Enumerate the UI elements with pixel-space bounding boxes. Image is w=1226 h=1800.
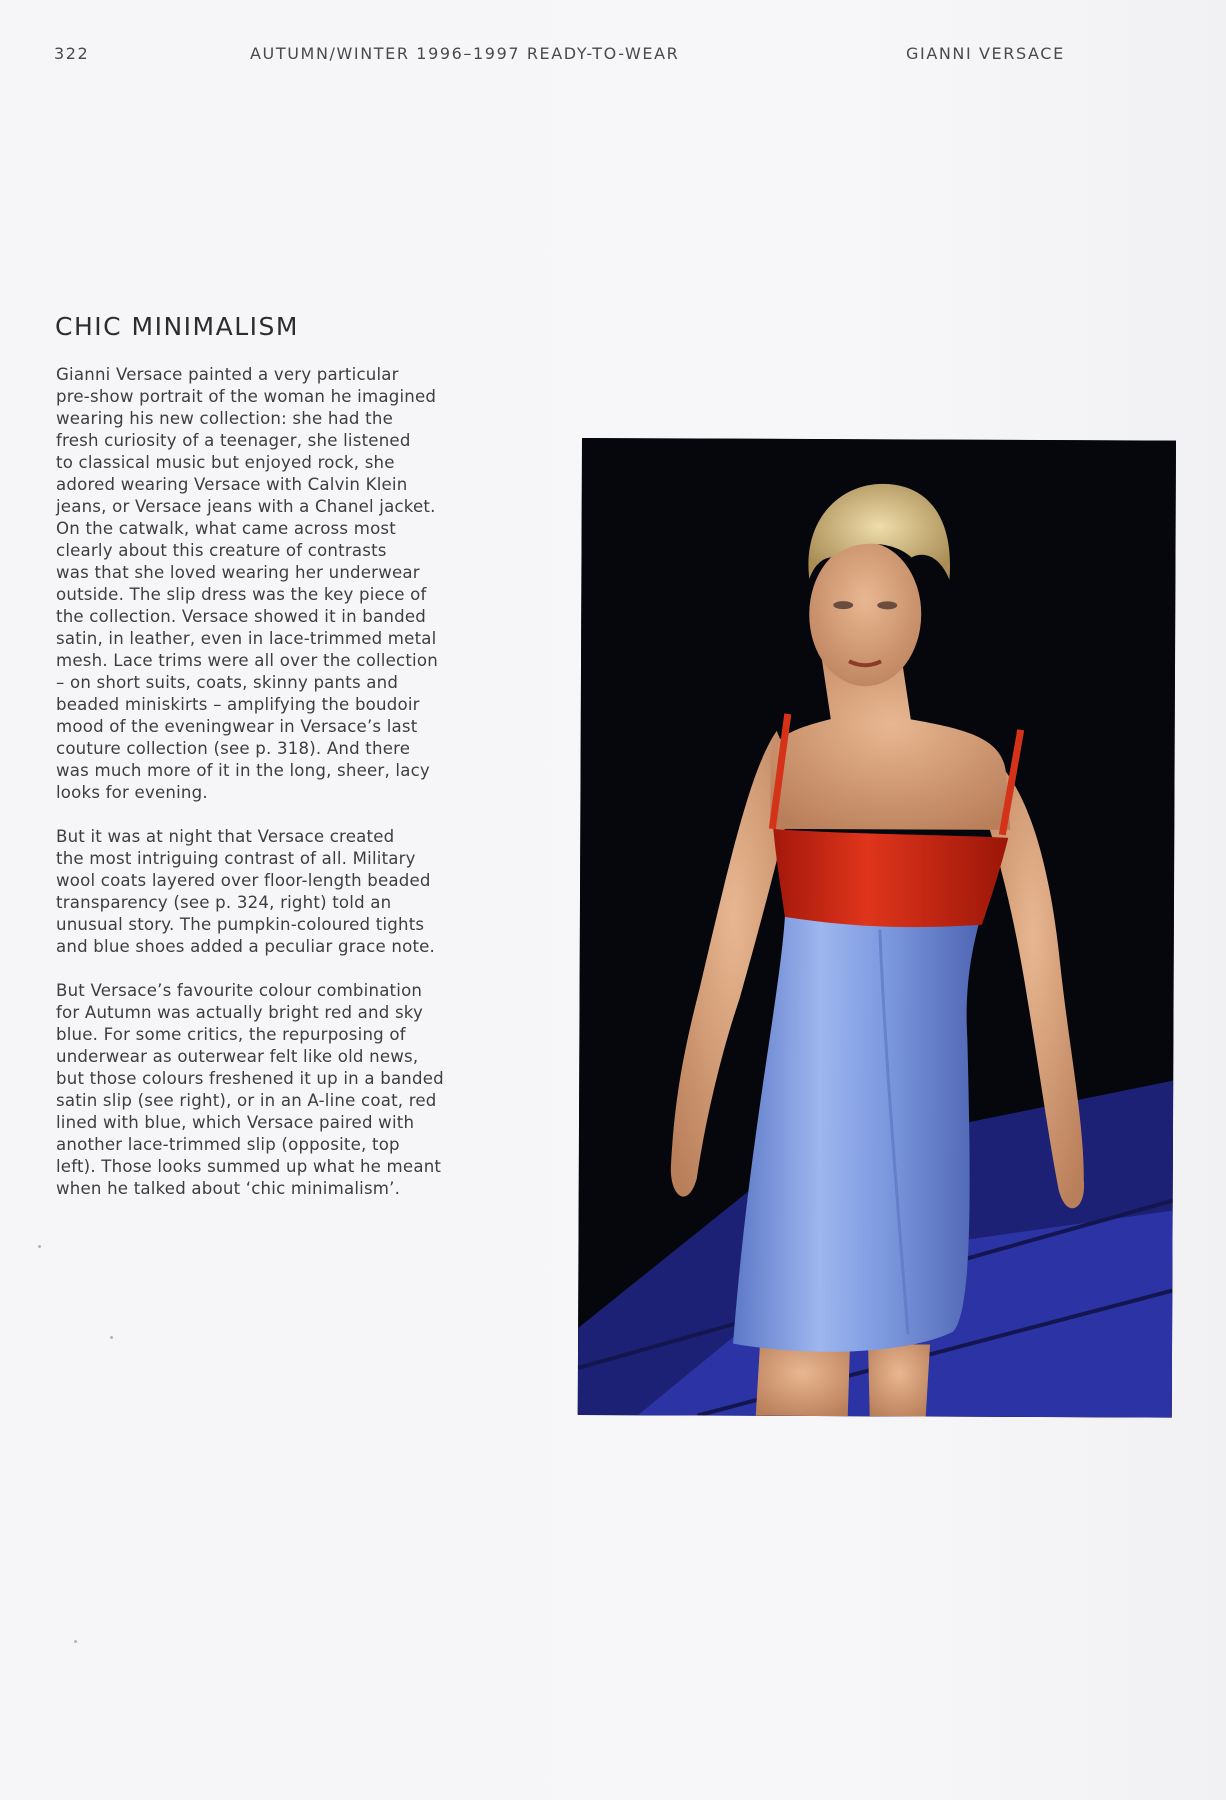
article-line: transparency (see p. 324, right) told an — [56, 893, 392, 912]
article-heading: CHIC MINIMALISM — [55, 312, 299, 341]
running-section-title: AUTUMN/WINTER 1996–1997 READY-TO-WEAR — [250, 44, 680, 63]
article-line: satin slip (see right), or in an A-line coat, red — [56, 1091, 437, 1110]
article-line: pre-show portrait of the woman he imagined — [56, 387, 437, 406]
article-line: On the catwalk, what came across most — [56, 519, 396, 538]
paper-speck — [74, 1640, 77, 1643]
article-line: when he talked about ‘chic minimalism’. — [56, 1179, 401, 1198]
article-paragraph — [56, 364, 461, 804]
article-line: and blue shoes added a peculiar grace note. — [56, 937, 436, 956]
article-body — [56, 364, 461, 1200]
runway-photo — [578, 438, 1176, 1418]
article-line: another lace-trimmed slip (opposite, top — [56, 1135, 400, 1154]
article-line: But it was at night that Versace created — [56, 827, 395, 846]
article-line: was much more of it in the long, sheer, lacy — [56, 761, 430, 780]
article-paragraph — [56, 826, 461, 958]
article-line: to classical music but enjoyed rock, she — [56, 453, 395, 472]
article-line: was that she loved wearing her underwear — [56, 563, 420, 582]
article-line: but those colours freshened it up in a banded — [56, 1069, 444, 1088]
runway-photo-illustration — [578, 438, 1176, 1418]
article-paragraph — [56, 980, 461, 1200]
article-line: beaded miniskirts – amplifying the boudoir — [56, 695, 420, 714]
article-line: – on short suits, coats, skinny pants and — [56, 673, 399, 692]
article-line: wearing his new collection: she had the — [56, 409, 393, 428]
article-line: underwear as outerwear felt like old news, — [56, 1047, 419, 1066]
article-line: for Autumn was actually bright red and sky — [56, 1003, 424, 1022]
article-line: couture collection (see p. 318). And there — [56, 739, 411, 758]
article-line: But Versace’s favourite colour combination — [56, 981, 423, 1000]
article-line: lined with blue, which Versace paired with — [56, 1113, 415, 1132]
paper-speck — [38, 1245, 41, 1248]
running-designer-name: GIANNI VERSACE — [906, 44, 1065, 63]
article-line: mood of the eveningwear in Versace’s last — [56, 717, 418, 736]
article-line: outside. The slip dress was the key piece of — [56, 585, 427, 604]
article-line: looks for evening. — [56, 783, 208, 802]
article-line: fresh curiosity of a teenager, she listened — [56, 431, 411, 450]
article-line: clearly about this creature of contrasts — [56, 541, 387, 560]
article-line: Gianni Versace painted a very particular — [56, 365, 399, 384]
paper-speck — [110, 1336, 113, 1339]
article-line: the collection. Versace showed it in banded — [56, 607, 426, 626]
article-line: blue. For some critics, the repurposing of — [56, 1025, 406, 1044]
article-line: mesh. Lace trims were all over the collection — [56, 651, 438, 670]
article-line: left). Those looks summed up what he meant — [56, 1157, 442, 1176]
article-line: jeans, or Versace jeans with a Chanel jacket. — [56, 497, 436, 516]
article-line: unusual story. The pumpkin-coloured tights — [56, 915, 425, 934]
article-line: satin, in leather, even in lace-trimmed metal — [56, 629, 437, 648]
article-line: adored wearing Versace with Calvin Klein — [56, 475, 408, 494]
article-line: wool coats layered over floor-length beaded — [56, 871, 431, 890]
page-number: 322 — [54, 44, 90, 63]
article-line: the most intriguing contrast of all. Military — [56, 849, 416, 868]
